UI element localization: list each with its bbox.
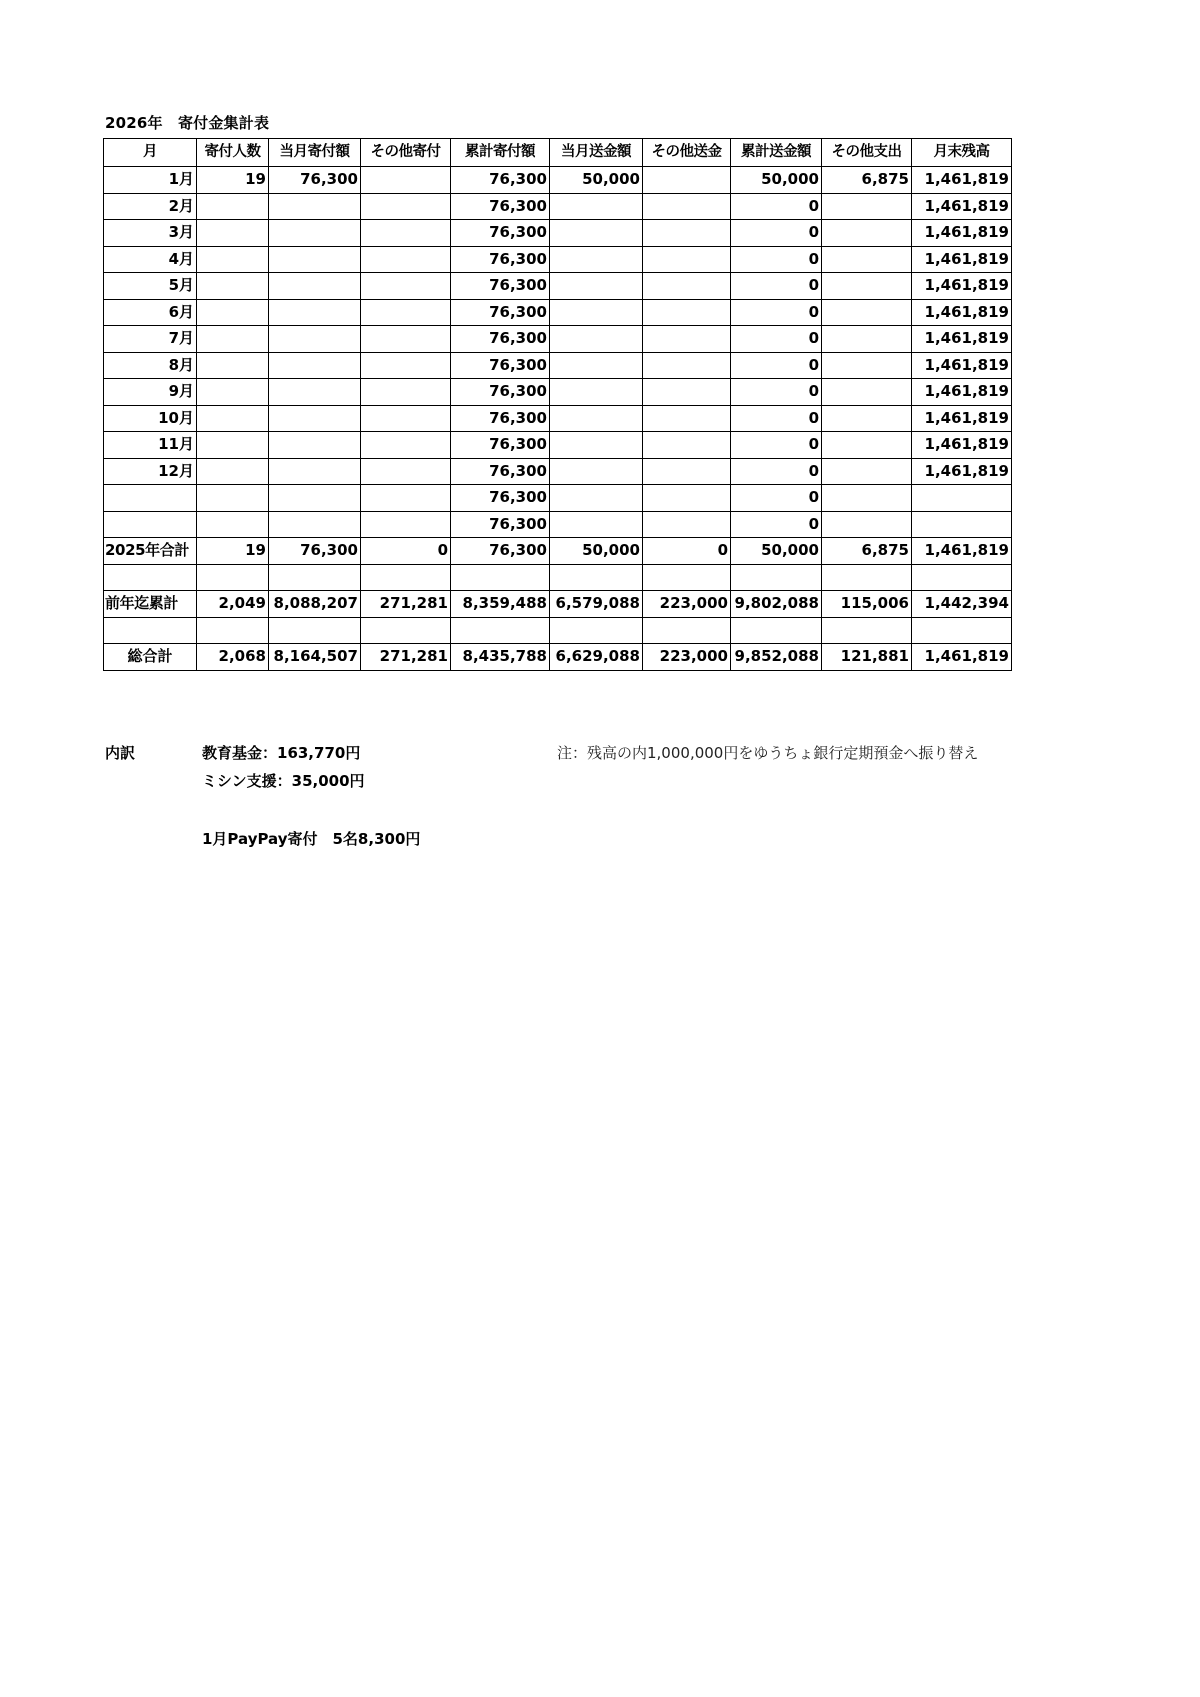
cell-month: 9月 xyxy=(104,379,197,406)
table-row xyxy=(104,193,1012,220)
cell-cumulative-donation: 8,359,488 xyxy=(451,591,550,618)
cell-monthly-donation: 8,164,507 xyxy=(269,644,361,671)
cell-cumulative-donation: 76,300 xyxy=(451,246,550,273)
cell-other-donation xyxy=(361,246,451,273)
cell-cumulative-remittance: 0 xyxy=(731,511,822,538)
cell-donor-count xyxy=(197,220,269,247)
table-row xyxy=(104,379,1012,406)
cell-month-end-balance xyxy=(912,617,1012,644)
cell-other-donation xyxy=(361,352,451,379)
header-other-donation: その他寄付 xyxy=(361,139,451,167)
table-row xyxy=(104,511,1012,538)
cell-monthly-remittance xyxy=(550,511,643,538)
cell-monthly-remittance xyxy=(550,432,643,459)
cell-cumulative-remittance: 50,000 xyxy=(731,167,822,194)
cell-monthly-donation: 76,300 xyxy=(269,538,361,565)
cell-month-end-balance: 1,442,394 xyxy=(912,591,1012,618)
cell-other-remittance xyxy=(643,220,731,247)
cell-cumulative-remittance: 0 xyxy=(731,220,822,247)
cell-month: 3月 xyxy=(104,220,197,247)
cell-other-remittance xyxy=(643,485,731,512)
cell-monthly-donation xyxy=(269,299,361,326)
cell-monthly-donation xyxy=(269,246,361,273)
cell-other-expense xyxy=(822,405,912,432)
table-row xyxy=(104,591,1012,618)
cell-donor-count xyxy=(197,617,269,644)
cell-monthly-remittance xyxy=(550,193,643,220)
table-row xyxy=(104,273,1012,300)
paypay-donation-note: 1月PayPay寄付 5名8,300円 xyxy=(202,830,421,848)
cell-monthly-remittance xyxy=(550,326,643,353)
cell-donor-count xyxy=(197,432,269,459)
cell-monthly-donation xyxy=(269,273,361,300)
cell-monthly-remittance xyxy=(550,246,643,273)
header-other-expense: その他支出 xyxy=(822,139,912,167)
cell-other-remittance xyxy=(643,617,731,644)
cell-other-donation xyxy=(361,326,451,353)
cell-month: 1月 xyxy=(104,167,197,194)
cell-other-expense xyxy=(822,511,912,538)
table-row xyxy=(104,617,1012,644)
cell-cumulative-donation: 76,300 xyxy=(451,432,550,459)
cell-month-end-balance xyxy=(912,511,1012,538)
cell-monthly-donation xyxy=(269,352,361,379)
table-row xyxy=(104,458,1012,485)
cell-other-donation xyxy=(361,299,451,326)
cell-other-remittance xyxy=(643,273,731,300)
cell-donor-count xyxy=(197,326,269,353)
cell-cumulative-donation: 76,300 xyxy=(451,326,550,353)
header-cumulative-remittance: 累計送金額 xyxy=(731,139,822,167)
cell-donor-count xyxy=(197,299,269,326)
cell-other-remittance xyxy=(643,193,731,220)
cell-month-end-balance: 1,461,819 xyxy=(912,352,1012,379)
cell-other-donation xyxy=(361,405,451,432)
cell-other-donation xyxy=(361,193,451,220)
cell-other-expense: 115,006 xyxy=(822,591,912,618)
cell-other-expense xyxy=(822,458,912,485)
cell-donor-count xyxy=(197,246,269,273)
cell-month-end-balance: 1,461,819 xyxy=(912,220,1012,247)
cell-cumulative-remittance: 0 xyxy=(731,379,822,406)
header-month-end-balance: 月末残高 xyxy=(912,139,1012,167)
header-monthly-remittance: 当月送金額 xyxy=(550,139,643,167)
cell-other-expense xyxy=(822,432,912,459)
cell-monthly-donation: 8,088,207 xyxy=(269,591,361,618)
cell-month-end-balance: 1,461,819 xyxy=(912,193,1012,220)
cell-monthly-remittance: 50,000 xyxy=(550,167,643,194)
cell-cumulative-remittance xyxy=(731,617,822,644)
cell-monthly-remittance: 50,000 xyxy=(550,538,643,565)
cell-other-remittance xyxy=(643,564,731,591)
header-donor-count: 寄付人数 xyxy=(197,139,269,167)
cell-monthly-donation xyxy=(269,485,361,512)
cell-other-expense xyxy=(822,193,912,220)
page-title: 2026年 寄付金集計表 xyxy=(105,114,270,132)
cell-monthly-remittance xyxy=(550,220,643,247)
cell-month-end-balance: 1,461,819 xyxy=(912,405,1012,432)
cell-cumulative-donation: 76,300 xyxy=(451,405,550,432)
header-cumulative-donation: 累計寄付額 xyxy=(451,139,550,167)
cell-month: 11月 xyxy=(104,432,197,459)
cell-month-end-balance: 1,461,819 xyxy=(912,273,1012,300)
cell-other-donation xyxy=(361,458,451,485)
cell-other-donation: 271,281 xyxy=(361,644,451,671)
cell-monthly-donation xyxy=(269,220,361,247)
cell-other-expense: 121,881 xyxy=(822,644,912,671)
cell-other-donation xyxy=(361,432,451,459)
cell-other-remittance: 223,000 xyxy=(643,591,731,618)
cell-cumulative-remittance: 9,852,088 xyxy=(731,644,822,671)
cell-other-donation xyxy=(361,379,451,406)
cell-other-remittance xyxy=(643,299,731,326)
cell-month: 8月 xyxy=(104,352,197,379)
cell-other-donation xyxy=(361,167,451,194)
table-row xyxy=(104,326,1012,353)
cell-other-expense xyxy=(822,220,912,247)
breakdown-label: 内訳 xyxy=(105,744,136,762)
cell-monthly-remittance xyxy=(550,352,643,379)
breakdown-item-sewing-support: ミシン支援：35,000円 xyxy=(202,772,365,790)
breakdown-item-education-fund: 教育基金：163,770円 xyxy=(202,744,361,762)
cell-month xyxy=(104,485,197,512)
cell-cumulative-donation: 76,300 xyxy=(451,352,550,379)
cell-cumulative-remittance: 0 xyxy=(731,485,822,512)
cell-donor-count: 2,049 xyxy=(197,591,269,618)
cell-other-remittance xyxy=(643,167,731,194)
table-row xyxy=(104,299,1012,326)
cell-cumulative-remittance xyxy=(731,564,822,591)
cell-monthly-donation xyxy=(269,458,361,485)
cell-month: 12月 xyxy=(104,458,197,485)
cell-monthly-remittance xyxy=(550,485,643,512)
cell-cumulative-remittance: 0 xyxy=(731,273,822,300)
cell-month: 6月 xyxy=(104,299,197,326)
cell-other-expense xyxy=(822,326,912,353)
cell-monthly-remittance xyxy=(550,405,643,432)
cell-month-end-balance xyxy=(912,485,1012,512)
cell-cumulative-remittance: 0 xyxy=(731,193,822,220)
cell-monthly-remittance: 6,629,088 xyxy=(550,644,643,671)
donation-summary-table xyxy=(103,138,1012,671)
cell-other-donation: 271,281 xyxy=(361,591,451,618)
cell-cumulative-remittance: 0 xyxy=(731,352,822,379)
cell-cumulative-donation: 76,300 xyxy=(451,299,550,326)
cell-cumulative-remittance: 0 xyxy=(731,432,822,459)
cell-other-expense: 6,875 xyxy=(822,538,912,565)
cell-other-expense xyxy=(822,352,912,379)
cell-month: 5月 xyxy=(104,273,197,300)
cell-cumulative-remittance: 9,802,088 xyxy=(731,591,822,618)
cell-cumulative-remittance: 0 xyxy=(731,405,822,432)
cell-month: 4月 xyxy=(104,246,197,273)
cell-monthly-donation xyxy=(269,511,361,538)
header-month: 月 xyxy=(104,139,197,167)
cell-monthly-donation xyxy=(269,432,361,459)
cell-cumulative-remittance: 0 xyxy=(731,246,822,273)
cell-month-end-balance: 1,461,819 xyxy=(912,167,1012,194)
cell-donor-count xyxy=(197,485,269,512)
cell-donor-count xyxy=(197,511,269,538)
cell-monthly-donation xyxy=(269,617,361,644)
cell-other-remittance xyxy=(643,405,731,432)
cell-cumulative-donation: 76,300 xyxy=(451,511,550,538)
cell-monthly-donation xyxy=(269,405,361,432)
cell-month xyxy=(104,511,197,538)
cell-cumulative-remittance: 0 xyxy=(731,326,822,353)
table-row xyxy=(104,220,1012,247)
cell-other-remittance xyxy=(643,352,731,379)
cell-month-end-balance: 1,461,819 xyxy=(912,379,1012,406)
cell-month-end-balance xyxy=(912,564,1012,591)
cell-other-expense xyxy=(822,273,912,300)
cell-donor-count xyxy=(197,352,269,379)
cell-monthly-donation xyxy=(269,326,361,353)
cell-donor-count: 19 xyxy=(197,538,269,565)
cell-other-remittance: 0 xyxy=(643,538,731,565)
header-monthly-donation: 当月寄付額 xyxy=(269,139,361,167)
cell-cumulative-donation xyxy=(451,564,550,591)
cell-other-expense xyxy=(822,379,912,406)
header-other-remittance: その他送金 xyxy=(643,139,731,167)
cell-monthly-remittance xyxy=(550,299,643,326)
cell-cumulative-donation: 76,300 xyxy=(451,220,550,247)
cell-other-donation xyxy=(361,485,451,512)
table-row xyxy=(104,564,1012,591)
table-row xyxy=(104,538,1012,565)
cell-month: 10月 xyxy=(104,405,197,432)
cell-other-expense xyxy=(822,564,912,591)
cell-other-expense xyxy=(822,246,912,273)
cell-month: 2月 xyxy=(104,193,197,220)
table-row xyxy=(104,485,1012,512)
cell-other-donation xyxy=(361,564,451,591)
cell-donor-count: 19 xyxy=(197,167,269,194)
cell-donor-count xyxy=(197,458,269,485)
cell-month: 2025年合計 xyxy=(104,538,197,565)
cell-month-end-balance: 1,461,819 xyxy=(912,432,1012,459)
cell-cumulative-donation: 76,300 xyxy=(451,458,550,485)
table-row xyxy=(104,644,1012,671)
table-row xyxy=(104,246,1012,273)
cell-month xyxy=(104,564,197,591)
cell-other-expense xyxy=(822,299,912,326)
cell-other-remittance xyxy=(643,432,731,459)
cell-monthly-remittance xyxy=(550,379,643,406)
balance-transfer-note: 注：残高の内1,000,000円をゆうちょ銀行定期預金へ振り替え xyxy=(557,744,979,762)
cell-cumulative-remittance: 0 xyxy=(731,299,822,326)
cell-donor-count xyxy=(197,564,269,591)
cell-other-expense: 6,875 xyxy=(822,167,912,194)
cell-other-donation xyxy=(361,220,451,247)
cell-cumulative-remittance: 0 xyxy=(731,458,822,485)
cell-donor-count xyxy=(197,379,269,406)
cell-other-expense xyxy=(822,485,912,512)
cell-monthly-donation xyxy=(269,379,361,406)
cell-cumulative-donation: 76,300 xyxy=(451,485,550,512)
cell-month-end-balance: 1,461,819 xyxy=(912,246,1012,273)
cell-other-expense xyxy=(822,617,912,644)
cell-cumulative-donation: 76,300 xyxy=(451,538,550,565)
cell-monthly-remittance xyxy=(550,617,643,644)
cell-monthly-remittance xyxy=(550,273,643,300)
cell-cumulative-donation xyxy=(451,617,550,644)
cell-other-donation xyxy=(361,273,451,300)
cell-monthly-donation xyxy=(269,193,361,220)
cell-cumulative-donation: 76,300 xyxy=(451,193,550,220)
cell-month: 前年迄累計 xyxy=(104,591,197,618)
cell-cumulative-donation: 8,435,788 xyxy=(451,644,550,671)
cell-month-end-balance: 1,461,819 xyxy=(912,299,1012,326)
cell-other-donation xyxy=(361,617,451,644)
cell-month: 総合計 xyxy=(104,644,197,671)
cell-donor-count xyxy=(197,273,269,300)
cell-other-donation: 0 xyxy=(361,538,451,565)
cell-other-remittance xyxy=(643,458,731,485)
table-row xyxy=(104,167,1012,194)
cell-month-end-balance: 1,461,819 xyxy=(912,326,1012,353)
cell-other-remittance xyxy=(643,379,731,406)
cell-other-remittance xyxy=(643,326,731,353)
cell-month-end-balance: 1,461,819 xyxy=(912,538,1012,565)
cell-other-remittance: 223,000 xyxy=(643,644,731,671)
cell-month-end-balance: 1,461,819 xyxy=(912,458,1012,485)
table-header-row xyxy=(104,139,1012,167)
cell-cumulative-donation: 76,300 xyxy=(451,379,550,406)
table-row xyxy=(104,352,1012,379)
cell-month: 7月 xyxy=(104,326,197,353)
cell-monthly-remittance xyxy=(550,564,643,591)
table-row xyxy=(104,405,1012,432)
cell-monthly-donation xyxy=(269,564,361,591)
table-row xyxy=(104,432,1012,459)
cell-cumulative-remittance: 50,000 xyxy=(731,538,822,565)
cell-monthly-remittance: 6,579,088 xyxy=(550,591,643,618)
cell-donor-count xyxy=(197,405,269,432)
cell-donor-count xyxy=(197,193,269,220)
cell-cumulative-donation: 76,300 xyxy=(451,273,550,300)
cell-month xyxy=(104,617,197,644)
cell-month-end-balance: 1,461,819 xyxy=(912,644,1012,671)
cell-cumulative-donation: 76,300 xyxy=(451,167,550,194)
cell-other-remittance xyxy=(643,246,731,273)
cell-monthly-donation: 76,300 xyxy=(269,167,361,194)
cell-monthly-remittance xyxy=(550,458,643,485)
cell-donor-count: 2,068 xyxy=(197,644,269,671)
cell-other-donation xyxy=(361,511,451,538)
cell-other-remittance xyxy=(643,511,731,538)
